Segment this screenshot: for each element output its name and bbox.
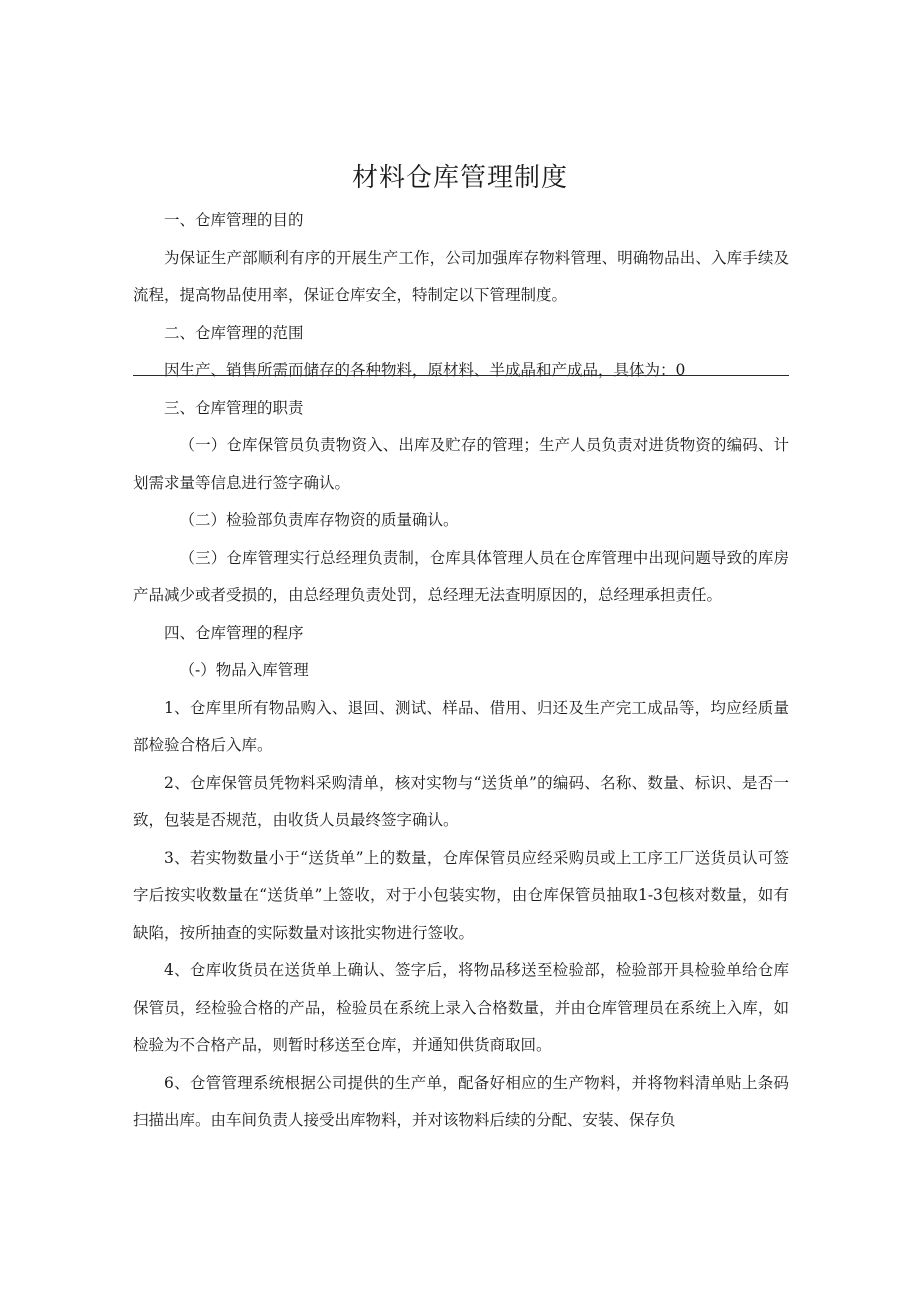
document-body: [133, 202, 789, 1140]
section-heading-purpose: 一、仓库管理的目的: [164, 211, 304, 229]
paragraph-duty-3: （三）仓库管理实行总经理负责制，仓库具体管理人员在仓库管理中出现问题导致的库房产品减少或者受损的，由总经理负责处罚，总经理无法查明原因的，总经理承担责任。: [133, 548, 789, 604]
paragraph-scope: 因生产、销售所需而储存的各种物料，原材料、半成晶和产成品，具体为：0: [164, 361, 686, 379]
paragraph-inbound-1: 1、仓库里所有物品购入、退回、测试、样品、借用、归还及生产完工成品等，均应经质量部检验合格后入库。: [133, 698, 789, 754]
paragraph-duty-1: （一）仓库保管员负责物资入、出库及贮存的管理；生产人员负责对进货物资的编码、计划需求量等信息进行签字确认。: [133, 436, 789, 492]
subsection-heading-inbound: （-）物品入库管理: [179, 661, 309, 679]
horizontal-rule: [133, 375, 789, 376]
section-heading-duties: 三、仓库管理的职责: [164, 398, 304, 417]
section-heading-scope: 二、仓库管理的范围: [164, 323, 304, 342]
section-heading-procedure: 四、仓库管理的程序: [164, 623, 304, 642]
paragraph-inbound-6: 6、仓管管理系统根据公司提供的生产单，配备好相应的生产物料，并将物料清单贴上条码扫描出库。由车间负责人接受出库物料，并对该物料后续的分配、安装、保存负: [133, 1073, 789, 1129]
paragraph-inbound-3: 3、若实物数量小于“送货单”上的数量，仓库保管员应经采购员或上工序工厂送货员认可签字后按实收数量在“送货单”上签收，对于小包装实物，由仓库保管员抽取1-3包核对数量，如有缺陷，按所抽查的实际数量对该批实物进行签收。: [133, 848, 789, 942]
paragraph-duty-2: （二）检验部负责库存物资的质量确认。: [179, 511, 459, 529]
paragraph-inbound-4: 4、仓库收货员在送货单上确认、签字后，将物品移送至检验部，检验部开具检验单给仓库保管员，经检验合格的产品，检验员在系统上录入合格数量，并由仓库管理员在系统上入库，如检验为不合格产品，则暂时移送至仓库，并通知供货商取回。: [133, 961, 789, 1054]
paragraph-inbound-2: 2、仓库保管员凭物料采购清单，核对实物与“送货单”的编码、名称、数量、标识、是否一致，包装是否规范，由收货人员最终签字确认。: [133, 773, 789, 829]
paragraph-purpose: 为保证生产部顺利有序的开展生产工作，公司加强库存物料管理、明确物品出、入库手续及流程，提高物品使用率，保证仓库安全，特制定以下管理制度。: [133, 248, 789, 304]
document-title: 材料仓库管理制度: [351, 163, 568, 193]
